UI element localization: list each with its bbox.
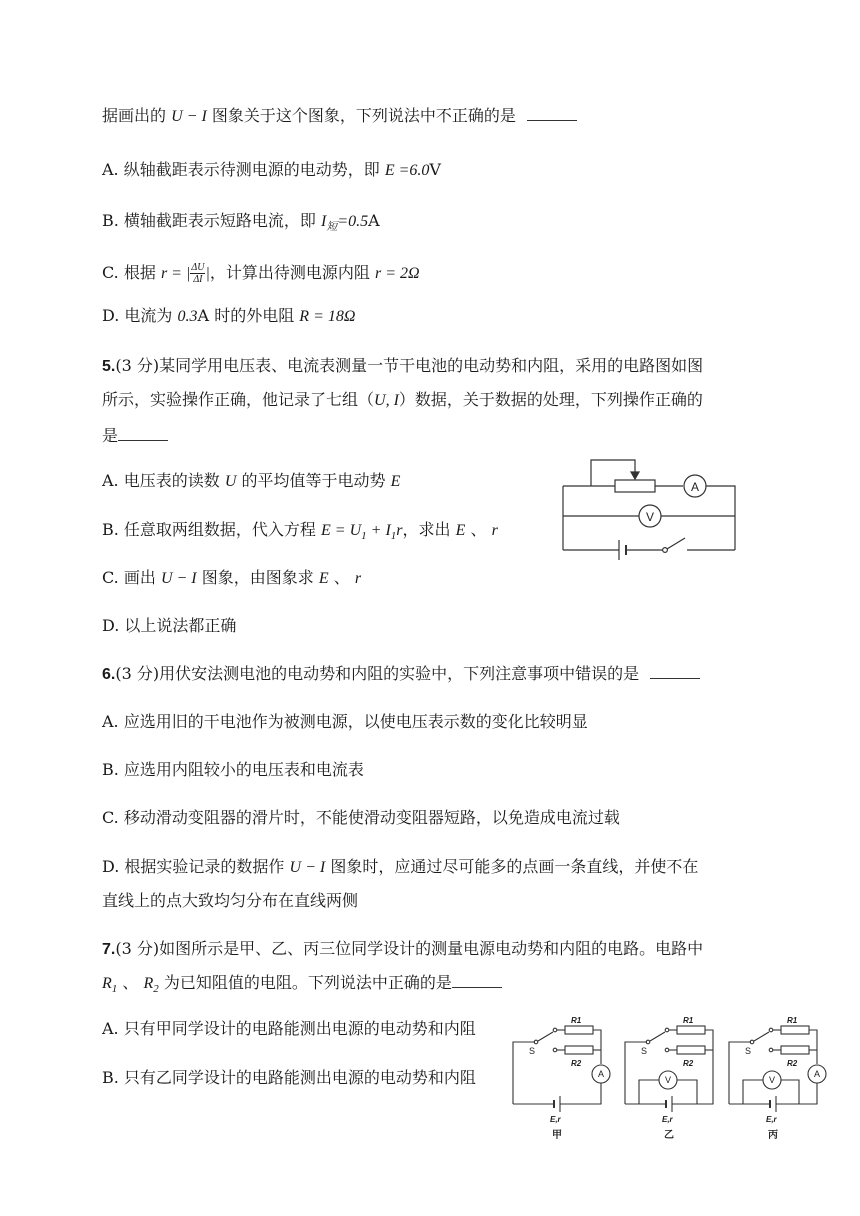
switch-contact [663, 548, 668, 553]
q5-option-a-text-a: A. 电压表的读数 [102, 471, 220, 490]
q4-option-a-formula: E =6.0 [384, 162, 430, 179]
q6-option-d-line2 [102, 890, 358, 912]
r1-label: R1 [683, 1016, 694, 1025]
q5-option-a-symbol-e: E [390, 473, 401, 490]
q4-option-a-text: A. 纵轴截距表示待测电源的电动势，即 [102, 160, 380, 179]
separator: 、 [470, 520, 487, 539]
q6-option-b-text: B. 应选用内阻较小的电压表和电流表 [102, 760, 364, 779]
q5-option-c-text-a: C. 画出 [102, 568, 156, 587]
subscript: 1 [361, 530, 367, 543]
q4-option-b-subscript: 短 [326, 221, 338, 234]
answer-blank[interactable] [650, 664, 700, 679]
circuit-jia [513, 1016, 610, 1141]
q6-option-b[interactable] [102, 759, 364, 781]
ammeter-label: A [813, 1069, 821, 1079]
r2-label: R2 [683, 1059, 694, 1068]
r2-symbol: R [143, 975, 154, 992]
source-label: E,r [766, 1115, 777, 1124]
answer-blank[interactable] [527, 106, 577, 121]
q5-option-b-formula: E = U [321, 522, 362, 539]
q4-option-b-symbol: I [321, 213, 327, 230]
caption-yi: 乙 [664, 1130, 674, 1141]
q5-option-d[interactable] [102, 615, 236, 637]
question-number: 6. [102, 666, 116, 683]
circuit-yi [625, 1016, 713, 1141]
q4-stem-formula: U − I [171, 108, 207, 125]
caption-bing: 丙 [768, 1130, 778, 1141]
q7-option-b[interactable] [102, 1067, 476, 1089]
q4-option-c-value: r = 2Ω [374, 265, 420, 282]
q7-stem-text: (3 分)如图所示是甲、乙、丙三位同学设计的测量电源电动势和内阻的电路。电路中 [115, 939, 704, 958]
question-number: 5. [102, 358, 116, 375]
q5-option-b-symbol-r: r [396, 522, 403, 539]
q4-option-d[interactable] [102, 305, 355, 328]
q4-option-b[interactable] [102, 210, 380, 238]
switch-label: S [641, 1046, 648, 1056]
fraction-numerator: ΔU [191, 262, 205, 273]
r2-label: R2 [787, 1059, 798, 1068]
q4-option-d-text-b: 时的外电阻 [214, 306, 295, 325]
q5-stem-text-b: ）数据，关于数据的处理，下列操作正确的 [398, 390, 703, 409]
rheostat [615, 480, 655, 492]
q5-stem-text-c: 是 [102, 426, 119, 445]
q5-option-b-formula-plus: + I [366, 522, 391, 539]
q5-option-a[interactable] [102, 470, 400, 493]
slider-wire [591, 460, 635, 486]
switch-label: S [529, 1046, 536, 1056]
q7-stem-line1 [102, 938, 703, 961]
q6-option-a-text: A. 应选用旧的干电池作为被测电源，以使电压表示数的变化比较明显 [102, 712, 588, 731]
q4-option-d-unit: A [197, 306, 210, 325]
q5-stem-text-a: 所示，实验操作正确，他记录了七组（ [102, 390, 375, 409]
voltmeter-label: V [645, 510, 655, 524]
q7-stem-line2 [102, 972, 502, 1000]
q5-stem-line3 [102, 425, 168, 447]
q7-circuit-diagrams [505, 1012, 835, 1147]
switch-label: S [745, 1046, 752, 1056]
q5-option-c-text-b: 图象，由图象求 [201, 568, 314, 587]
q6-stem [102, 663, 700, 686]
q5-stem-text: (3 分)某同学用电压表、电流表测量一节干电池的电动势和内阻，采用的电路图如图 [115, 356, 704, 375]
caption-jia: 甲 [552, 1130, 562, 1141]
voltmeter-label: V [664, 1075, 672, 1085]
separator: 、 [333, 568, 350, 587]
q7-option-a-text: A. 只有甲同学设计的电路能测出电源的电动势和内阻 [102, 1019, 476, 1038]
q6-stem-text: (3 分)用伏安法测电池的电动势和内阻的实验中，下列注意事项中错误的是 [115, 664, 640, 683]
q6-option-d[interactable] [102, 856, 698, 879]
q5-option-b-text-a: B. 任意取两组数据，代入方程 [102, 520, 316, 539]
source-label: E,r [662, 1115, 673, 1124]
q4-stem-text-a: 据画出的 [102, 106, 167, 125]
q6-option-d-text-c: 直线上的点大致均匀分布在直线两侧 [102, 891, 359, 910]
q5-option-c-symbol-r: r [354, 570, 362, 587]
q4-option-b-unit: A [368, 211, 380, 230]
q4-stem [102, 105, 577, 128]
fraction-denominator: ΔI [193, 274, 203, 285]
voltmeter-label: V [768, 1075, 776, 1085]
q5-option-a-symbol: U [224, 473, 237, 490]
separator: 、 [122, 973, 139, 992]
q4-option-c[interactable] [102, 262, 420, 285]
q5-option-d-text: D. 以上说法都正确 [102, 616, 237, 635]
r1-label: R1 [571, 1016, 582, 1025]
q6-option-d-text-a: D. 根据实验记录的数据作 [102, 857, 285, 876]
q4-option-c-text-a: C. 根据 [102, 263, 156, 282]
q6-option-d-text-b: 图象时，应通过尽可能多的点画一条直线，并使不在 [330, 857, 699, 876]
q7-option-b-text: B. 只有乙同学设计的电路能测出电源的电动势和内阻 [102, 1068, 476, 1087]
subscript: 1 [111, 983, 118, 996]
q4-option-c-formula: r = | [160, 265, 191, 282]
q6-option-d-formula: U − I [289, 859, 326, 876]
abs-bar: | [205, 265, 210, 282]
q5-stem-line2 [102, 389, 703, 412]
q4-stem-text-b: 图象关于这个图象，下列说法中不正确的是 [211, 106, 516, 125]
q5-option-b-symbol-rr: r [491, 522, 498, 539]
subscript: 1 [390, 530, 397, 543]
q4-option-d-current: 0.3 [177, 308, 198, 325]
q4-option-b-formula: =0.5 [337, 213, 369, 230]
q5-option-a-text-b: 的平均值等于电动势 [241, 471, 386, 490]
q5-option-c-formula: U − I [160, 570, 197, 587]
q6-option-a[interactable] [102, 711, 588, 733]
q4-option-b-text: B. 横轴截距表示短路电流，即 [102, 211, 316, 230]
ammeter-label: A [597, 1069, 605, 1079]
circuit-bing [729, 1016, 826, 1141]
q7-option-a[interactable] [102, 1018, 476, 1040]
question-number: 7. [102, 941, 116, 958]
q5-option-c-symbol-e: E [318, 570, 329, 587]
q5-circuit-diagram [555, 452, 745, 582]
r1-symbol: R [102, 975, 112, 992]
q4-option-a[interactable] [102, 159, 441, 182]
q5-option-b[interactable] [102, 519, 498, 547]
q4-option-d-value: R = 18Ω [299, 308, 356, 325]
q4-option-c-text-b: ，计算出待测电源内阻 [209, 263, 370, 282]
subscript: 2 [153, 983, 159, 996]
q5-stem-formula: U, I [374, 392, 399, 409]
q4-option-d-text-a: D. 电流为 [102, 306, 173, 325]
q7-stem-text-b: 为已知阻值的电阻。下列说法中正确的是 [163, 973, 452, 992]
q5-option-c[interactable] [102, 567, 361, 590]
slider-arrow [631, 472, 639, 479]
r1-label: R1 [787, 1016, 798, 1025]
source-label: E,r [550, 1115, 561, 1124]
answer-blank[interactable] [452, 973, 502, 988]
wire [706, 486, 735, 550]
q4-option-a-unit: V [429, 160, 441, 179]
q6-option-c-text: C. 移动滑动变阻器的滑片时，不能使滑动变阻器短路，以免造成电流过载 [102, 808, 620, 827]
q6-option-c[interactable] [102, 807, 620, 829]
q5-stem-line1 [102, 355, 703, 378]
r2-label: R2 [571, 1059, 582, 1068]
q5-option-b-symbol-e: E [455, 522, 466, 539]
ammeter-label: A [690, 480, 700, 494]
answer-blank[interactable] [118, 426, 168, 441]
q5-option-b-text-b: ，求出 [402, 520, 451, 539]
switch-lever [667, 538, 685, 549]
fraction [190, 262, 205, 285]
